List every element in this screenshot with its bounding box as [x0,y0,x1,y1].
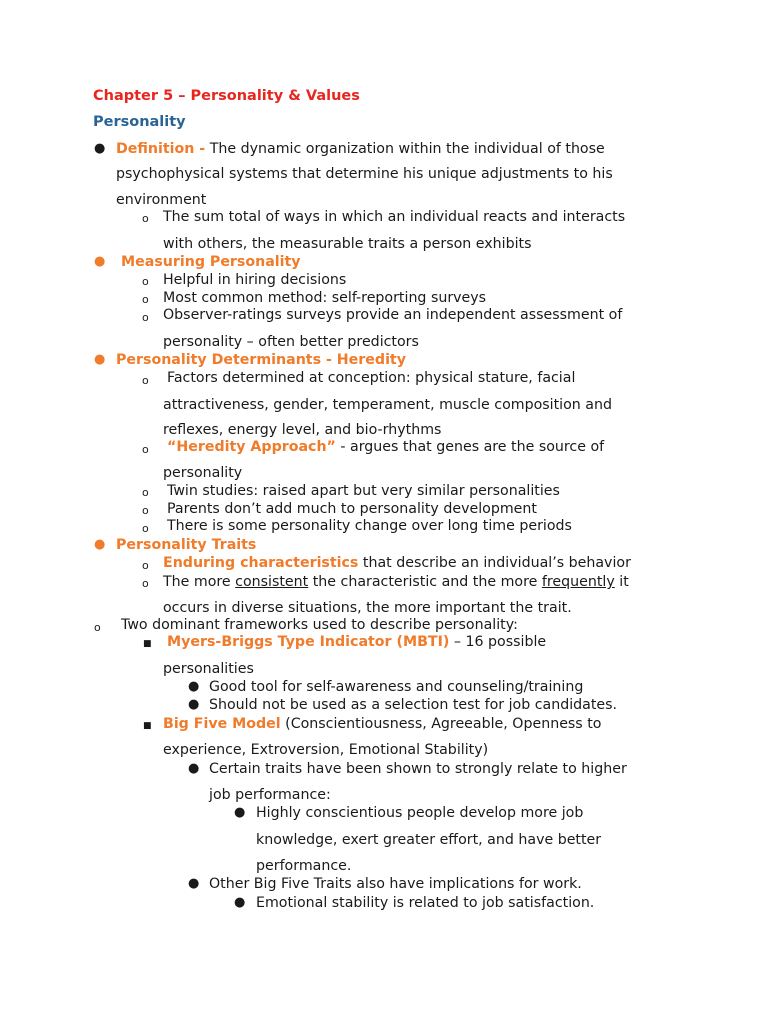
enduring-label: Enduring characteristics [163,555,359,571]
consistent-word: consistent [235,574,309,590]
measuring-heading: Measuring Personality [121,254,301,270]
bullet-circle: o [94,621,101,634]
big5-continued: experience, Extroversion, Emotional Stability) [163,742,489,758]
section-heading: Personality [93,114,186,130]
bullet-circle: o [142,275,149,288]
traits-heading: Personality Traits [116,537,257,553]
twin-studies: Twin studies: raised apart but very similar personalities [167,483,560,499]
chapter-title: Chapter 5 – Personality & Values [93,88,360,104]
bullet-disc: ● [188,679,200,694]
consistency-line [163,573,629,591]
consistency-continued: occurs in diverse situations, the more important the trait. [163,600,572,616]
bullet-disc: ● [94,537,106,552]
bullet-disc: ● [234,805,246,820]
bullet-disc: ● [234,895,246,910]
heredity-approach-label: “Heredity Approach” [167,439,336,455]
bullet-disc: ● [188,761,200,776]
bullet-disc: ● [94,352,106,367]
enduring-line [163,554,631,572]
heredity-approach-line [167,438,604,456]
consistency-text-c: it [614,574,629,590]
big5-text: (Conscientiousness, Agreeable, Openness to [280,716,602,732]
determinants-heading: Personality Determinants - Heredity [116,352,406,368]
big5-line [163,715,601,733]
definition-sub-line-1: The sum total of ways in which an individual reacts and interacts [163,209,626,225]
definition-line-3: environment [116,192,207,208]
bullet-circle: o [142,311,149,324]
bullet-disc: ● [188,697,200,712]
frequently-word: frequently [541,574,615,590]
bullet-circle: o [142,504,149,517]
big5-subpoint-1-continued: knowledge, exert greater effort, and have better [256,832,602,848]
definition-line-2: psychophysical systems that determine his unique adjustments to his [116,166,613,182]
measuring-item-continued: personality – often better predictors [163,334,419,350]
bullet-square: ■ [143,639,152,649]
heredity-approach-text: - argues that genes are the source of [335,439,605,455]
determinants-factors-1: Factors determined at conception: physical stature, facial [167,370,576,386]
bullet-circle: o [142,443,149,456]
big5-subpoint-1: Highly conscientious people develop more job [256,805,584,821]
bullet-circle: o [142,486,149,499]
big5-subpoint-1-end: performance. [256,858,352,874]
mbti-label: Myers-Briggs Type Indicator (MBTI) [167,634,450,650]
bullet-circle: o [142,522,149,535]
bullet-circle: o [142,577,149,590]
mbti-point-2: Should not be used as a selection test for job candidates. [209,697,618,713]
bullet-square: ■ [143,721,152,731]
measuring-item: Most common method: self-reporting surveys [163,290,487,306]
mbti-continued: personalities [163,661,254,677]
parents-item: Parents don’t add much to personality development [167,501,537,517]
definition-line-1 [116,140,605,158]
big5-subpoint-2: Emotional stability is related to job satisfaction. [256,895,595,911]
consistency-text-a: The more [163,574,236,590]
enduring-text: that describe an individual’s behavior [358,555,631,571]
bullet-circle: o [142,212,149,225]
bullet-circle: o [142,559,149,572]
big5-label: Big Five Model [163,716,281,732]
measuring-item: Helpful in hiring decisions [163,272,347,288]
measuring-item: Observer-ratings surveys provide an independent assessment of [163,307,623,323]
big5-point-1-continued: job performance: [209,787,331,803]
determinants-factors-2: attractiveness, gender, temperament, muscle composition and [163,397,612,413]
mbti-text: – 16 possible [449,634,547,650]
bullet-disc: ● [94,254,106,269]
consistency-text-b: the characteristic and the more [308,574,542,590]
definition-text: The dynamic organization within the individual of those [205,141,605,157]
mbti-point-1: Good tool for self-awareness and counseling/training [209,679,584,695]
heredity-approach-continued: personality [163,465,243,481]
change-item: There is some personality change over long time periods [167,518,572,534]
big5-point-1: Certain traits have been shown to strongly relate to higher [209,761,627,777]
definition-sub-line-2: with others, the measurable traits a person exhibits [163,236,532,252]
bullet-circle: o [142,374,149,387]
mbti-line [167,633,546,651]
frameworks-line: Two dominant frameworks used to describe personality: [121,617,518,633]
definition-label: Definition - [116,141,206,157]
bullet-circle: o [142,293,149,306]
determinants-factors-3: reflexes, energy level, and bio-rhythms [163,422,442,438]
big5-point-2: Other Big Five Traits also have implications for work. [209,876,582,892]
bullet-disc: ● [94,141,106,156]
bullet-disc: ● [188,876,200,891]
